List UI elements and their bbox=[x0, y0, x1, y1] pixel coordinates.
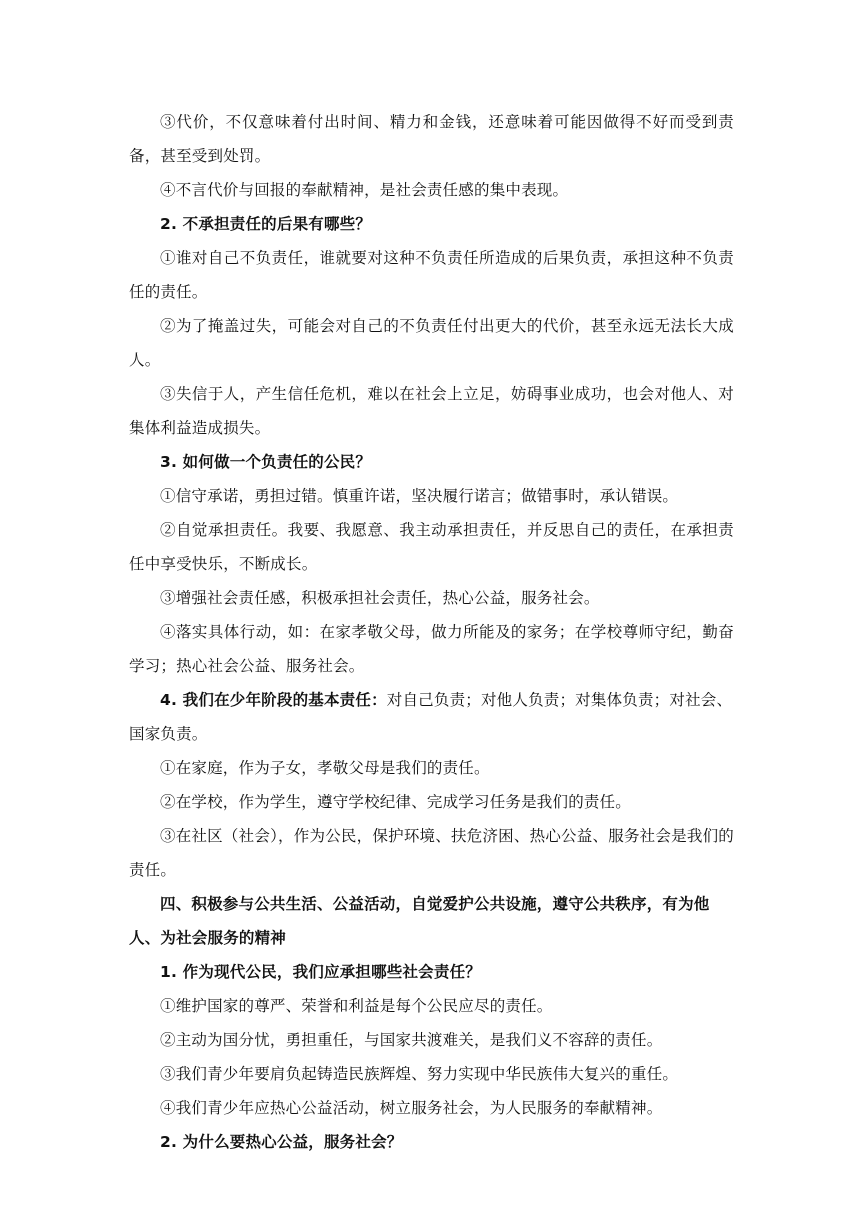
paragraph: ③代价，不仅意味着付出时间、精力和金钱，还意味着可能因做得不好而受到责备，甚至受到处罚。 bbox=[129, 113, 734, 165]
paragraph: ④我们青少年应热心公益活动，树立服务社会，为人民服务的奉献精神。 bbox=[160, 1099, 663, 1117]
paragraph: ③增强社会责任感，积极承担社会责任，热心公益，服务社会。 bbox=[160, 589, 600, 607]
section-heading: 2. 为什么要热心公益，服务社会？ bbox=[160, 1133, 403, 1151]
paragraph: ①谁对自己不负责任，谁就要对这种不负责任所造成的后果负责，承担这种不负责任的责任。 bbox=[129, 249, 734, 301]
heading-bold-part: 4. 我们在少年阶段的基本责任： bbox=[160, 691, 387, 709]
paragraph: ②为了掩盖过失，可能会对自己的不负责任付出更大的代价，甚至永远无法长大成人。 bbox=[129, 317, 734, 369]
document-body bbox=[129, 105, 734, 1159]
section-heading-with-text bbox=[129, 683, 734, 751]
paragraph: ②在学校，作为学生，遵守学校纪律、完成学习任务是我们的责任。 bbox=[160, 793, 632, 811]
paragraph: ③失信于人，产生信任危机，难以在社会上立足，妨碍事业成功，也会对他人、对集体利益造成损失。 bbox=[129, 385, 734, 437]
paragraph: ①信守承诺，勇担过错。慎重许诺，坚决履行诺言；做错事时，承认错误。 bbox=[160, 487, 679, 505]
section-heading: 1. 作为现代公民，我们应承担哪些社会责任？ bbox=[160, 963, 481, 981]
paragraph: ④不言代价与回报的奉献精神，是社会责任感的集中表现。 bbox=[160, 181, 569, 199]
paragraph: ①维护国家的尊严、荣誉和利益是每个公民应尽的责任。 bbox=[160, 997, 553, 1015]
section-heading: 3. 如何做一个负责任的公民？ bbox=[160, 453, 372, 471]
paragraph: ③在社区（社会），作为公民，保护环境、扶危济困、热心公益、服务社会是我们的责任。 bbox=[129, 827, 734, 879]
heading-normal-part: 对自己负责；对他人负责；对集体负责；对社会、国家负责。 bbox=[129, 691, 733, 743]
chapter-heading: 四、积极参与公共生活、公益活动，自觉爱护公共设施，遵守公共秩序，有为他人、为社会服务的精神 bbox=[129, 895, 710, 947]
paragraph: ②自觉承担责任。我要、我愿意、我主动承担责任，并反思自己的责任，在承担责任中享受快乐，不断成长。 bbox=[129, 521, 734, 573]
paragraph: ②主动为国分忧，勇担重任，与国家共渡难关，是我们义不容辞的责任。 bbox=[160, 1031, 663, 1049]
paragraph: ④落实具体行动，如：在家孝敬父母，做力所能及的家务；在学校尊师守纪，勤奋学习；热心社会公益、服务社会。 bbox=[129, 623, 734, 675]
paragraph: ①在家庭，作为子女，孝敬父母是我们的责任。 bbox=[160, 759, 490, 777]
section-heading: 2. 不承担责任的后果有哪些？ bbox=[160, 215, 372, 233]
paragraph: ③我们青少年要肩负起铸造民族辉煌、努力实现中华民族伟大复兴的重任。 bbox=[160, 1065, 679, 1083]
